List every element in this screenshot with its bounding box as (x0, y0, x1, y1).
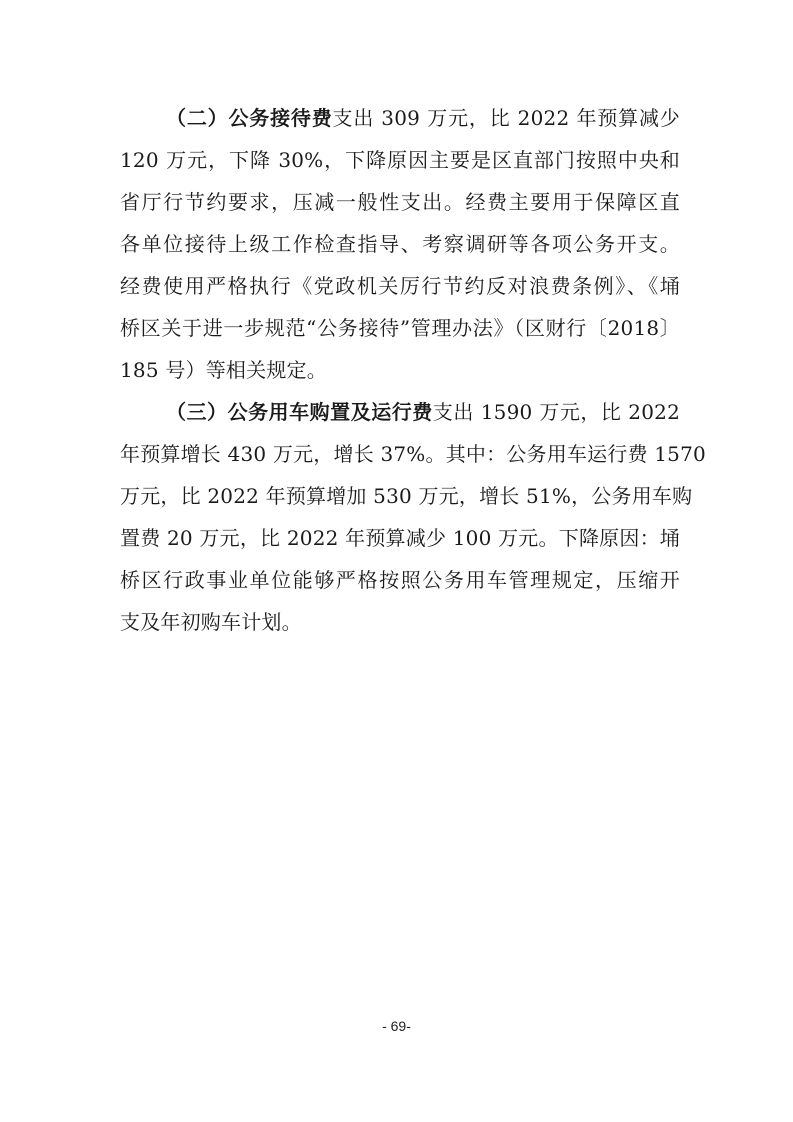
section3-line-5: 桥区行政事业单位能够严格按照公务用车管理规定，压缩开 (120, 568, 680, 592)
section3-line-6: 支及年初购车计划。 (120, 610, 302, 634)
section3-line-4: 置费 20 万元，比 2022 年预算减少 100 万元。下降原因：埇 (120, 526, 680, 550)
section2-line-7: 185 号）等相关规定。 (120, 358, 327, 382)
section2-line-3: 省厅行节约要求，压减一般性支出。经费主要用于保障区直 (120, 190, 680, 214)
section3-heading: （三）公务用车购置及运行费 (166, 400, 433, 424)
section2-line-6: 桥区关于进一步规范“公务接待”管理办法》（区财行〔2018〕 (120, 316, 680, 340)
section2-line-4: 各单位接待上级工作检查指导、考察调研等各项公务开支。 (120, 232, 680, 256)
section2-heading: （二）公务接待费 (166, 106, 333, 130)
section3-line-2: 年预算增长 430 万元，增长 37%。其中：公务用车运行费 1570 (120, 442, 706, 466)
section2-line-2: 120 万元，下降 30%，下降原因主要是区直部门按照中央和 (120, 148, 680, 172)
section2-line-5: 经费使用严格执行《党政机关厉行节约反对浪费条例》、《埇 (120, 274, 680, 298)
section3-line-1-text: 支出 1590 万元，比 2022 (432, 400, 680, 424)
section3-line-3: 万元，比 2022 年预算增加 530 万元，增长 51%，公务用车购 (120, 484, 693, 508)
section2-line-1-text: 支出 309 万元，比 2022 年预算减少 (332, 106, 680, 130)
page-number: - 69- (382, 1018, 411, 1034)
section3-line-1 (166, 397, 680, 427)
section2-line-1 (166, 103, 680, 133)
